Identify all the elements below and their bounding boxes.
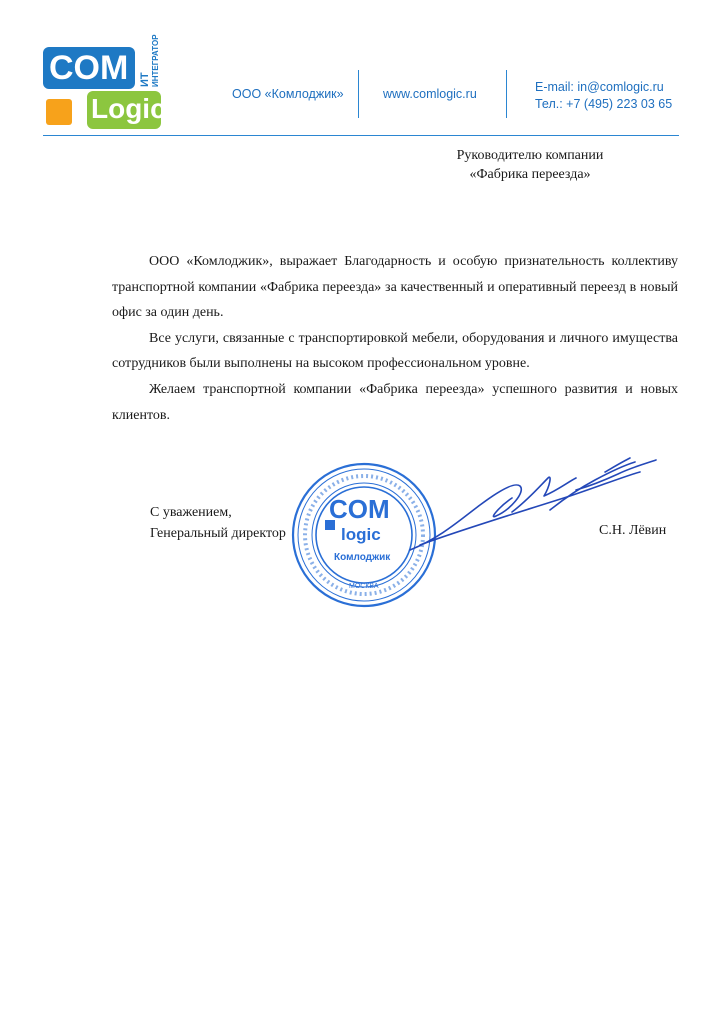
header-rule — [43, 135, 679, 136]
body-paragraph: ООО «Комлоджик», выражает Благодарность и особую признательность коллективу транспортной компании «Фабрика переезда» за качественный и оперативный переезд в новый офис за один день. — [112, 254, 678, 321]
closing-regards: С уважением, — [150, 505, 232, 520]
stamp-city-text: МОСКВА — [349, 583, 379, 590]
logo-com-text: COM — [49, 49, 129, 87]
logo-vertical-text — [115, 34, 160, 89]
handwritten-signature — [400, 450, 700, 570]
body-paragraph: Желаем транспортной компании «Фабрика переезда» успешного развития и новых клиентов. — [112, 381, 678, 423]
stamp-com-text: COM — [329, 494, 390, 524]
logo-logic-text: Logic — [91, 93, 166, 124]
signatory-name: С.Н. Лёвин — [599, 523, 667, 538]
logo-integrator-text: ИНТЕГРАТОР — [151, 34, 160, 87]
addressee-line2: «Фабрика переезда» — [469, 167, 591, 182]
letter-body — [112, 249, 678, 428]
header-phone: Тел.: +7 (495) 223 03 65 — [535, 97, 673, 111]
header-email[interactable]: E-mail: in@comlogic.ru — [535, 80, 664, 94]
stamp-logic-text: logic — [341, 525, 381, 544]
header-divider — [506, 70, 507, 118]
logo-orange-square — [46, 99, 72, 125]
addressee-block — [400, 146, 660, 184]
body-paragraph: Все услуги, связанные с транспортировкой мебели, оборудования и личного имущества сотрудников были выполнены на высоком профессиональном уровне. — [112, 330, 678, 372]
header-divider — [358, 70, 359, 118]
stamp-name-text: Комлоджик — [334, 552, 391, 563]
header-company: ООО «Комлоджик» — [232, 87, 344, 101]
closing-block — [150, 502, 286, 544]
logo-it-text: ИТ — [139, 72, 151, 87]
closing-position: Генеральный директор — [150, 526, 286, 541]
header-website[interactable]: www.comlogic.ru — [383, 87, 477, 101]
addressee-line1: Руководителю компании — [456, 148, 604, 163]
company-logo — [43, 34, 166, 133]
